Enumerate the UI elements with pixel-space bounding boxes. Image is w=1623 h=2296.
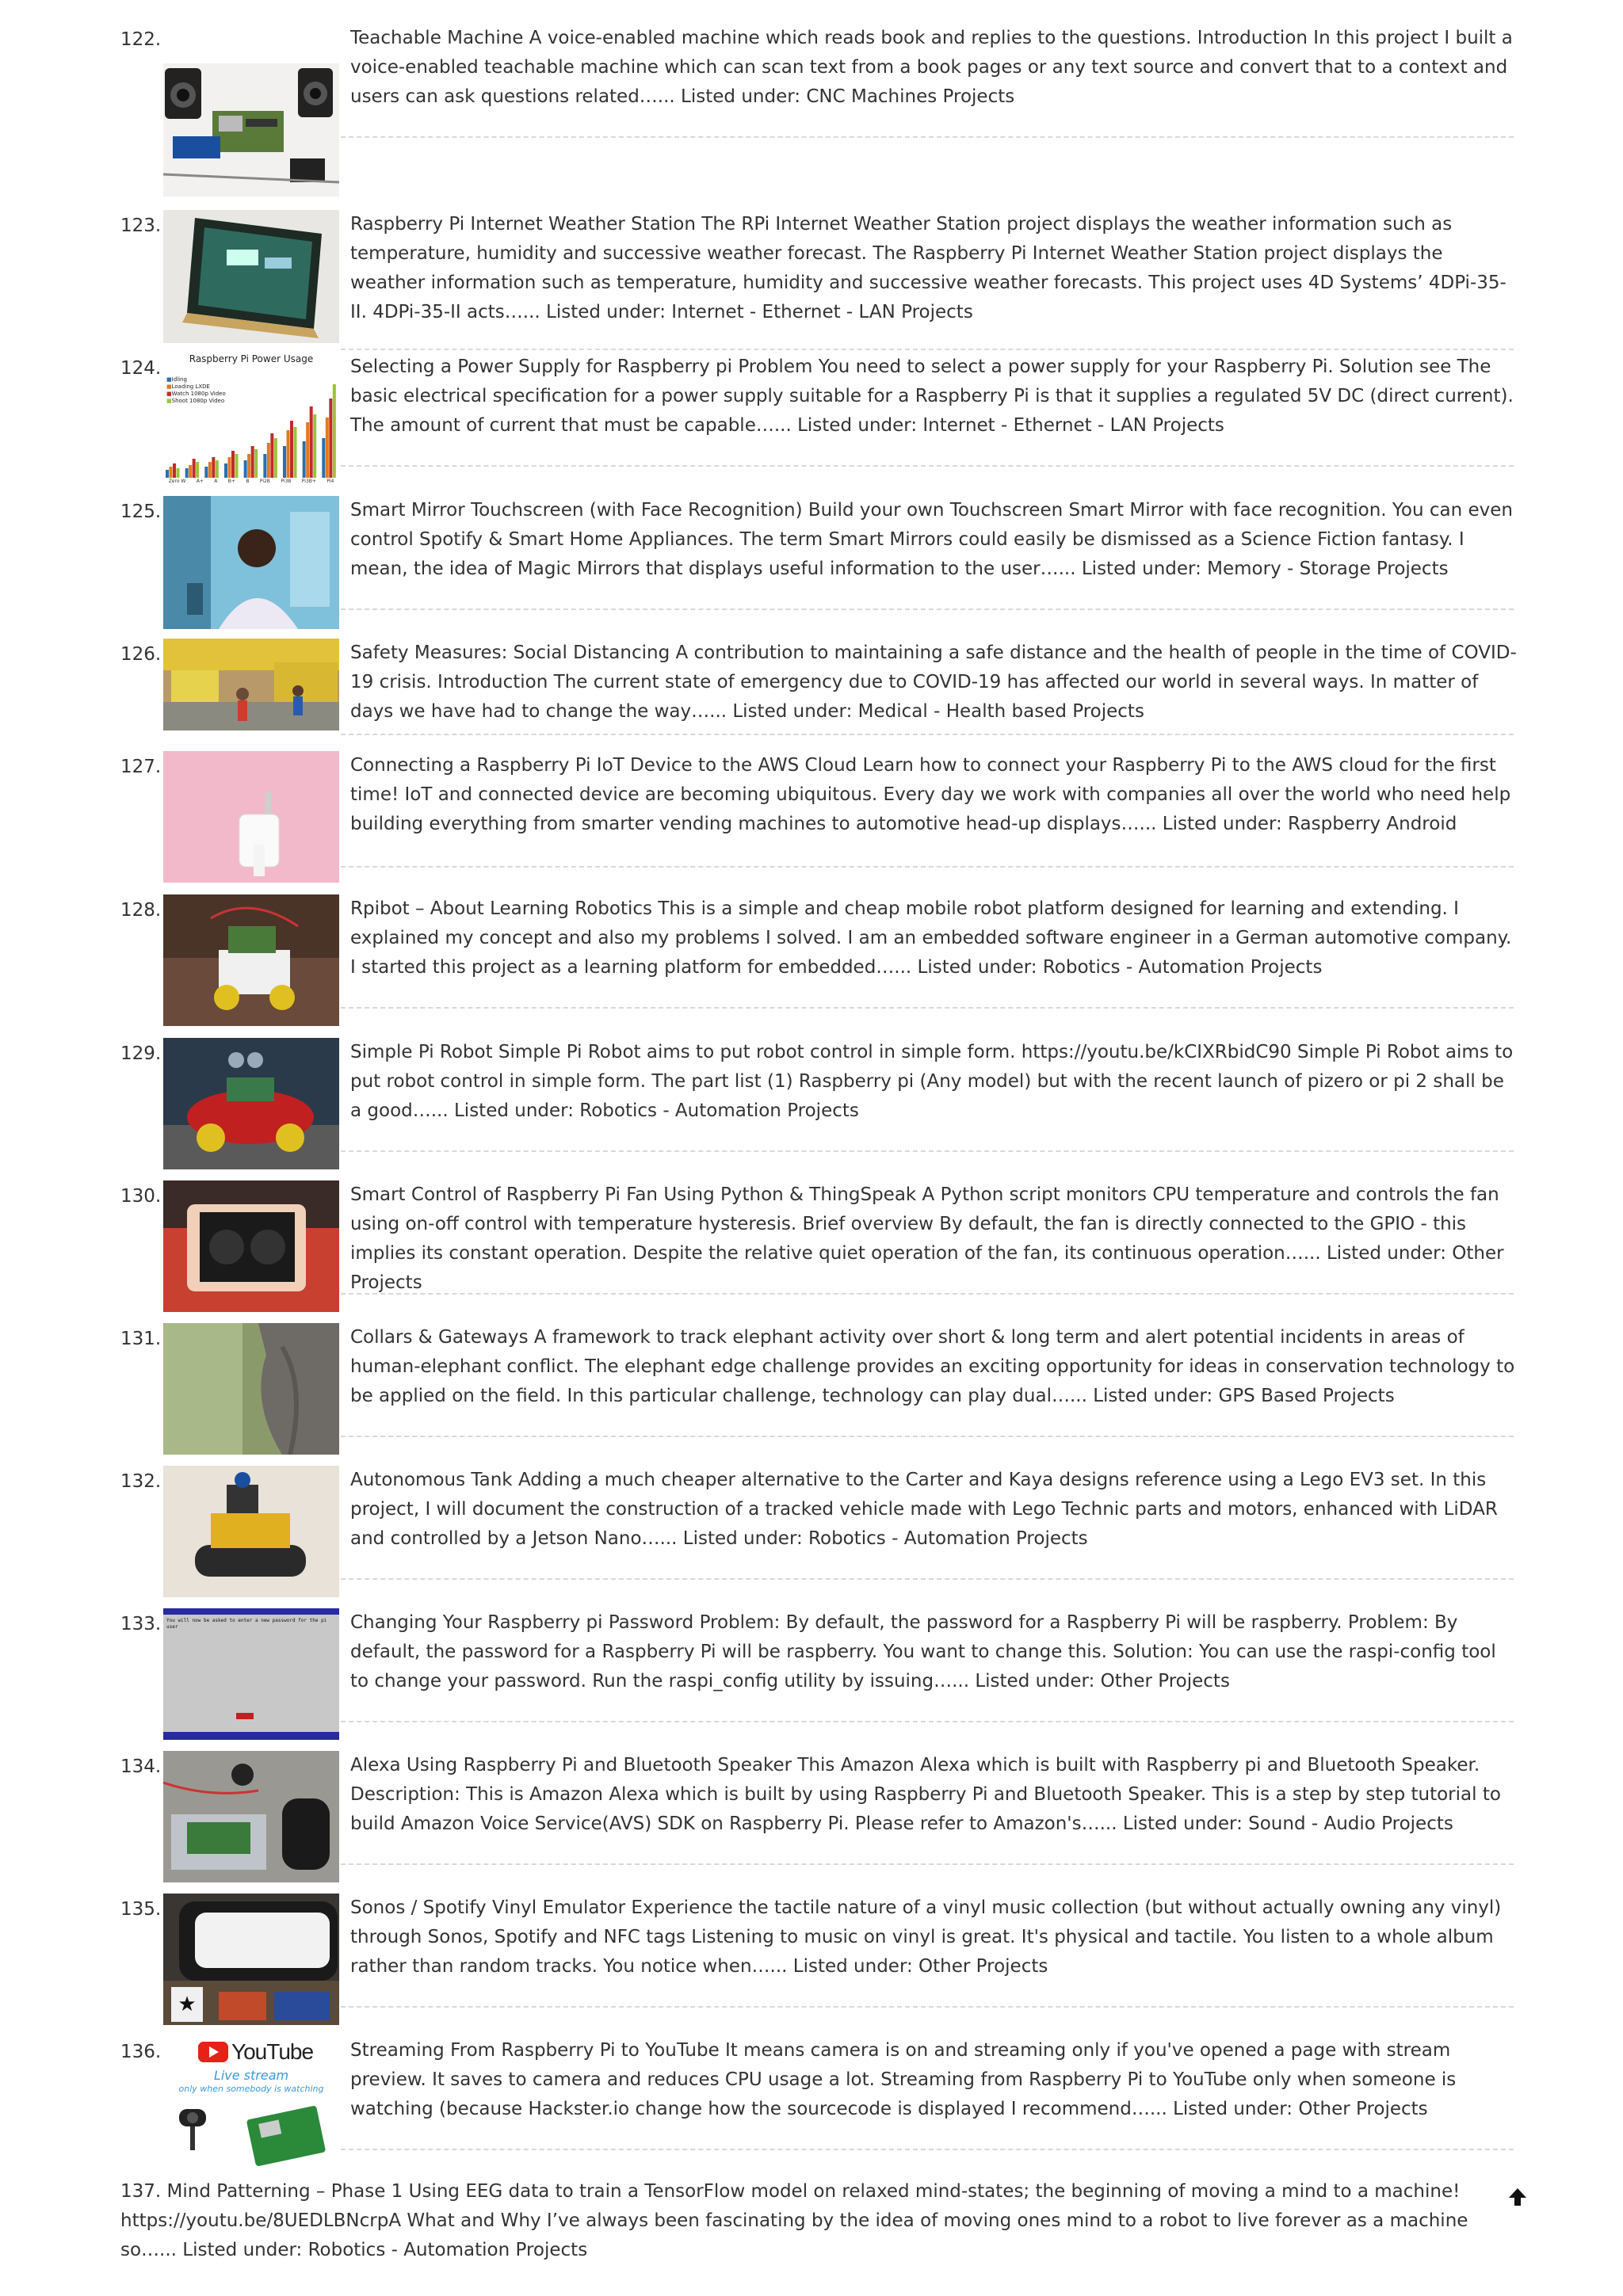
back-to-top-button[interactable] (1506, 2185, 1529, 2209)
separator (341, 2149, 1514, 2150)
thumbnail-bar (216, 460, 219, 478)
item-number: 133. (120, 1614, 162, 1634)
item-number: 128. (120, 900, 162, 921)
thumbnail-simple-pi-robot[interactable] (163, 1038, 339, 1169)
separator (341, 1578, 1514, 1580)
item-number: 134. (120, 1756, 162, 1777)
item-number: 131. (120, 1329, 162, 1349)
thumbnail-bar (231, 451, 235, 478)
thumbnail-bar (193, 459, 196, 478)
thumbnail-bar (263, 454, 266, 478)
item-description[interactable]: Autonomous Tank Adding a much cheaper alternative to the Carter and Kaya designs reference using a Lego EV3 set. In this project, I will document the construction of a tracked vehicle made with Lego Technic parts and motors, enhanced with LiDAR and controlled by a Jetson Nano…... Listed under: Robotics - Automation Projects (350, 1470, 1498, 1549)
thumbnail-bar (173, 463, 176, 478)
thumbnail-bar (212, 457, 215, 478)
thumbnail-chart-legend: ■Idling ■Loading LXDE ■Watch 1080p Video ■Shoot 1080p Video (166, 376, 226, 404)
separator (341, 1293, 1514, 1295)
item-description[interactable]: Rpibot – About Learning Robotics This is a simple and cheap mobile robot platform designed for learning and extending. I explained my concept and also my problems I solved. I am an embedded software engineer in a German automotive company. I started this project as a learning platform for embedded…... Listed under: Robotics - Automation Projects (350, 898, 1512, 978)
item-description[interactable]: Raspberry Pi Internet Weather Station The RPi Internet Weather Station project displays the weather information such as temperature, humidity and successive weather forecast. The Raspberry Pi Internet Weather Station project displays the weather information such as temperature, humidity and successive weather forecasts. This project uses 4D Systems’ 4DPi-35-II. 4DPi-35-II acts…... Listed under: Internet - Ethernet - LAN Projects (350, 214, 1507, 322)
thumbnail-bar (310, 406, 313, 478)
thumbnail-rpibot[interactable] (163, 894, 339, 1026)
thumbnail-autonomous-tank[interactable] (163, 1466, 339, 1597)
thumbnail-bar (313, 414, 316, 478)
item-description[interactable]: Smart Control of Raspberry Pi Fan Using Python & ThingSpeak A Python script monitors CPU temperature and controls the fan using on-off control with temperature hysteresis. Brief overview By default, the fan is directly connected to the GPIO - this implies its constant operation. Despite the relative quiet operation of the fan, its continuous operation…... Listed under: Other Projects (350, 1184, 1504, 1293)
thumbnail-smart-mirror[interactable] (163, 496, 339, 629)
thumbnail-bar (189, 465, 192, 478)
thumbnail-caption-title: Live stream (213, 2068, 289, 2083)
item-number: 124. (120, 358, 162, 379)
separator (341, 1150, 1514, 1152)
thumbnail-raspi-config[interactable] (163, 1608, 339, 1740)
item-description[interactable]: Collars & Gateways A framework to track elephant activity over short & long term and alert potential incidents in areas of human-elephant conflict. The elephant edge challenge provides an exciting opportunity for ideas in conservation technology to be applied on the field. In this particular challenge, technology can play dual…... Listed under: GPS Based Projects (350, 1327, 1515, 1406)
separator (341, 1721, 1514, 1722)
item-number: 127. (120, 757, 162, 777)
thumbnail-bar (274, 438, 277, 478)
thumbnail-bar (326, 418, 329, 478)
thumbnail-bar (329, 399, 332, 478)
thumbnail-bar (290, 421, 293, 478)
item-description[interactable]: Smart Mirror Touchscreen (with Face Recognition) Build your own Touchscreen Smart Mirror with face recognition. You can even control Spotify & Smart Home Appliances. The term Smart Mirrors could easily be dismissed as a Science Fiction fantasy. I mean, the idea of Magic Mirrors that displays useful information to the user…... Listed under: Memory - Storage Projects (350, 500, 1513, 579)
thumbnail-bar (251, 446, 254, 478)
thumbnail-bar (247, 454, 250, 478)
thumbnail-power-usage-chart[interactable] (163, 353, 339, 486)
thumbnail-bar (228, 457, 231, 478)
item-description[interactable]: Sonos / Spotify Vinyl Emulator Experience the tactile nature of a vinyl music collection (but without actually owning any vinyl) through Sonos, Spotify and NFC tags Listening to music on vinyl is great. It's physical and tactile. You listen to a whole album rather than random tracks. You notice when…... Listed under: Other Projects (350, 1897, 1502, 1977)
item-number: 126. (120, 644, 162, 665)
item-number: 123. (120, 215, 162, 236)
separator (341, 1436, 1514, 1437)
item-description[interactable]: Simple Pi Robot Simple Pi Robot aims to put robot control in simple form. https://youtu.be/kCIXRbidC90 Simple Pi Robot aims to put robot control in simple form. The part list (1) Raspberry pi (Any model) but with the recent launch of pizero or pi 2 shall be a good…... Listed under: Robotics - Automation Projects (350, 1042, 1514, 1121)
thumbnail-bar (270, 433, 273, 478)
item-description[interactable]: Selecting a Power Supply for Raspberry pi Problem You need to select a power supply for your Raspberry Pi. Solution see The basic electrical specification for a power supply suitable for a Raspberry Pi is that it supplies a regulated 5V DC (direct current). The amount of current that must be capable…... Listed under: Internet - Ethernet - LAN Projects (350, 357, 1514, 436)
thumbnail-bar (185, 468, 189, 478)
thumbnail-bar (303, 441, 306, 478)
separator (341, 2006, 1514, 2008)
separator (341, 866, 1514, 868)
thumbnail-bar (294, 427, 297, 478)
item-number: 129. (120, 1043, 162, 1064)
thumbnail-bar (283, 446, 286, 478)
separator (341, 1007, 1514, 1009)
thumbnail-bar (244, 460, 247, 478)
item-number: 122. (120, 29, 162, 50)
thumbnail-vinyl-emulator[interactable] (163, 1894, 339, 2025)
thumbnail-social-distancing[interactable] (163, 639, 339, 730)
item-number: 132. (120, 1471, 162, 1492)
thumbnail-bar (333, 384, 336, 478)
thumbnail-chart-title: Raspberry Pi Power Usage (189, 353, 314, 364)
item-description[interactable]: Streaming From Raspberry Pi to YouTube It means camera is on and streaming only if you've opened a page with stream preview. It saves to camera and reduces CPU usage a lot. Streaming from Raspberry Pi to YouTube only when someone is watching (because Hackster.io change how the sourcecode is displayed I recommend…... Listed under: Other Projects (350, 2040, 1457, 2119)
thumbnail-bar (267, 443, 270, 478)
thumbnail-bar (196, 462, 199, 478)
thumbnail-bar (254, 449, 258, 478)
thumbnail-bar (306, 422, 309, 478)
item-description[interactable]: Changing Your Raspberry pi Password Problem: By default, the password for a Raspberry Pi will be raspberry. Problem: By default, the password for a Raspberry Pi will be raspberry. You want to change this. Solution: You can use the raspi-config tool to change your password. Run the raspi_config utility by issuing…... Listed under: Other Projects (350, 1612, 1496, 1691)
item-description[interactable]: Alexa Using Raspberry Pi and Bluetooth Speaker This Amazon Alexa which is built with Raspberry pi and Bluetooth Speaker. Description: This is Amazon Alexa which is built by using Raspberry Pi and Bluetooth Speaker. This is a step by step tutorial to build Amazon Voice Service(AVS) SDK on Raspberry Pi. Please refer to Amazon's…... Listed under: Sound - Audio Projects (350, 1755, 1501, 1834)
item-description[interactable]: Safety Measures: Social Distancing A contribution to maintaining a safe distance and the health of people in the time of COVID-19 crisis. Introduction The current state of emergency due to COVID-19 has affected our world in several ways. In matter of days we have had to change the way…... Listed under: Medical - Health based Projects (350, 643, 1517, 722)
thumbnail-axis-labels: Zero W A+ A B+ B Pi2B Pi3B Pi3B+ Pi4 (168, 479, 334, 484)
separator (341, 349, 1514, 350)
item-number: 130. (120, 1186, 162, 1207)
thumbnail-aws-iot[interactable] (163, 751, 339, 883)
thumbnail-bar (224, 463, 227, 478)
thumbnail-terminal-text: You will now be asked to enter a new password for the pi user (166, 1618, 327, 1630)
separator (341, 465, 1514, 467)
youtube-logo: YouTube (198, 2039, 313, 2065)
item-description[interactable]: Teachable Machine A voice-enabled machine which reads book and replies to the questions. Introduction In this project I built a voice-enabled teachable machine which can scan text from a book pages or any text source and convert that to a context and users can ask questions related…... Listed under: CNC Machines Projects (350, 28, 1513, 107)
thumbnail-alexa[interactable] (163, 1751, 339, 1882)
separator (341, 608, 1514, 610)
thumbnail-elephant[interactable] (163, 1323, 339, 1455)
item-description[interactable]: 137. Mind Patterning – Phase 1 Using EEG data to train a TensorFlow model on relaxed mind-states; the beginning of moving a mind to a machine! https://youtu.be/8UEDLBNcrpA What and Why I’ve always been fascinating by the idea of moving ones mind to a robot to live forever as a machine so…... Listed under: Robotics - Automation Projects (120, 2181, 1468, 2260)
separator (341, 734, 1514, 735)
thumbnail-bar (177, 468, 180, 478)
thumbnail-bar (208, 462, 212, 478)
separator (341, 136, 1514, 138)
thumbnail-bar (204, 467, 208, 478)
thumbnail-youtube-stream[interactable] (163, 2036, 339, 2168)
item-number: 135. (120, 1899, 162, 1920)
arrow-up-icon (1506, 2185, 1529, 2209)
item-number: 136. (120, 2042, 162, 2062)
thumbnail-weather-station[interactable] (163, 210, 339, 343)
svg-text:★: ★ (178, 1993, 197, 2016)
thumbnail-teachable-machine[interactable] (163, 63, 339, 196)
item-description[interactable]: Connecting a Raspberry Pi IoT Device to the AWS Cloud Learn how to connect your Raspberry Pi to the AWS cloud for the first time! IoT and connected device are becoming ubiquitous. Every day we work with companies all over the world who need help building everything from smarter vending machines to automotive head-up displays…... Listed under: Raspberry Android (350, 755, 1511, 834)
thumbnail-bar (322, 438, 325, 478)
item-number: 125. (120, 502, 162, 522)
thumbnail-bar (166, 470, 169, 478)
thumbnail-bar (170, 467, 173, 478)
thumbnail-caption-subtitle: only when somebody is watching (178, 2084, 324, 2094)
thumbnail-bars (163, 353, 339, 486)
thumbnail-bar (235, 454, 239, 478)
separator (341, 1863, 1514, 1865)
thumbnail-pi-fan[interactable] (163, 1180, 339, 1312)
thumbnail-bar (287, 430, 290, 478)
item-number: 137. (120, 2181, 162, 2202)
